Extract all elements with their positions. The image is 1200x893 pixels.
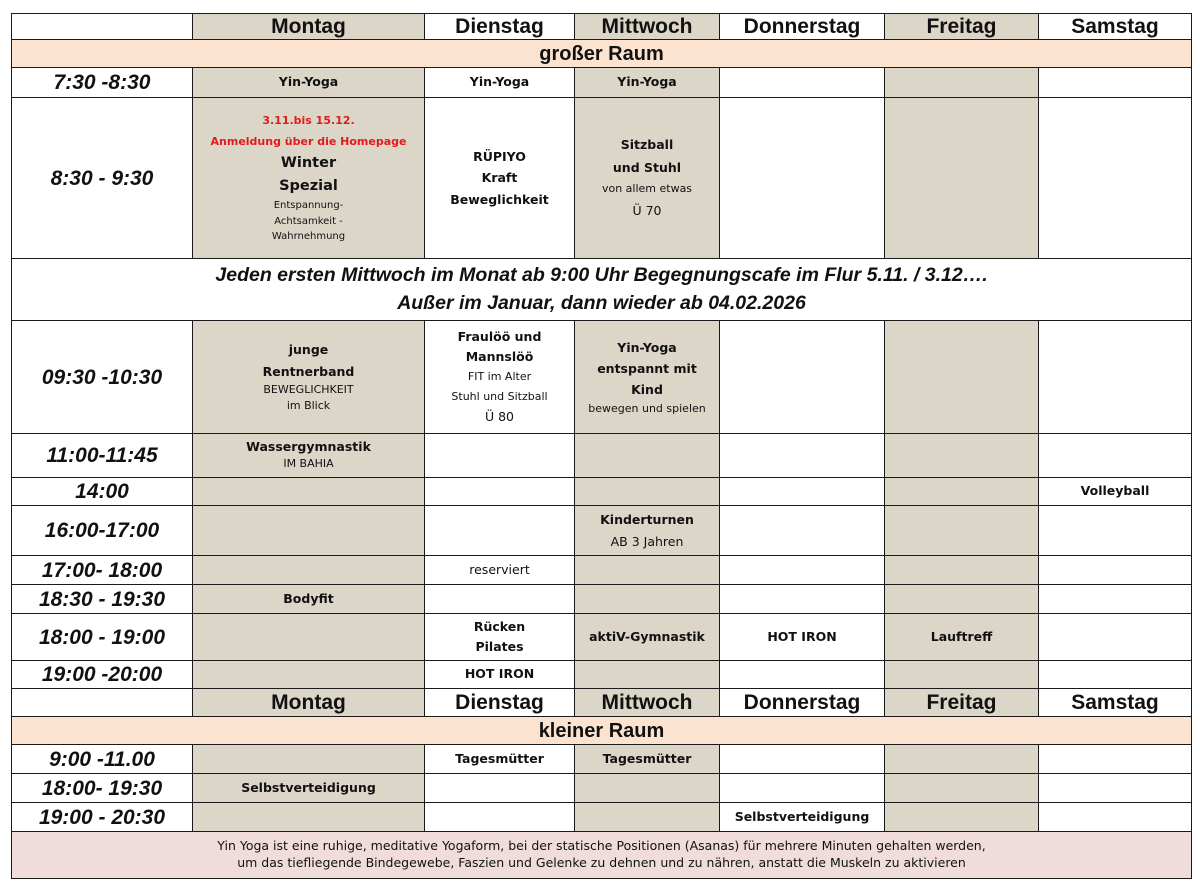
day-header-freitag: Freitag	[885, 689, 1039, 717]
schedule-row	[12, 774, 1192, 803]
empty-cell	[193, 614, 425, 661]
time-slot: 18:00 - 19:00	[12, 614, 193, 661]
announcement-line: Außer im Januar, dann wieder ab 04.02.2026	[397, 291, 806, 314]
empty-cell	[1039, 556, 1192, 585]
empty-cell	[575, 661, 720, 689]
room-row-large	[12, 40, 1192, 68]
class-cell-winter-spezial	[193, 98, 425, 259]
time-slot: 14:00	[12, 478, 193, 506]
class-cell-pilates	[425, 614, 575, 661]
empty-cell	[885, 774, 1039, 803]
empty-cell	[720, 434, 885, 478]
time-slot: 7:30 -8:30	[12, 68, 193, 98]
class-desc: BEWEGLICHKEIT	[263, 382, 354, 396]
empty-cell	[720, 745, 885, 774]
day-header-donnerstag: Donnerstag	[720, 14, 885, 40]
room-title-large: großer Raum	[12, 40, 1192, 68]
yin-yoga-footnote	[12, 832, 1192, 879]
empty-cell	[575, 774, 720, 803]
empty-cell	[425, 774, 575, 803]
footnote-line: Yin Yoga ist eine ruhige, meditative Yogaform, bei der statische Positionen (Asanas) für mehrere Minuten gehalten werden,	[217, 838, 986, 854]
day-header-row	[12, 689, 1192, 717]
class-cell-rentnerband	[193, 321, 425, 434]
time-slot: 11:00-11:45	[12, 434, 193, 478]
empty-cell	[720, 556, 885, 585]
class-desc: im Blick	[286, 399, 331, 413]
schedule-row	[12, 803, 1192, 832]
schedule-row	[12, 661, 1192, 689]
empty-cell	[885, 745, 1039, 774]
day-header-freitag: Freitag	[885, 14, 1039, 40]
class-desc: Stuhl und Sitzball	[451, 390, 548, 403]
schedule-row	[12, 68, 1192, 98]
empty-cell	[720, 478, 885, 506]
room-title-small: kleiner Raum	[12, 717, 1192, 745]
day-header-row	[12, 14, 1192, 40]
class-note: 3.11.bis 15.12.	[262, 114, 355, 128]
class-cell: reserviert	[425, 556, 575, 585]
empty-cell	[193, 661, 425, 689]
empty-cell	[720, 321, 885, 434]
time-slot: 17:00- 18:00	[12, 556, 193, 585]
class-desc: bewegen und spielen	[588, 401, 706, 415]
class-cell-yin-yoga-kind	[575, 321, 720, 434]
class-title: Winter	[280, 154, 337, 171]
day-header-samstag: Samstag	[1039, 14, 1192, 40]
empty-cell	[720, 68, 885, 98]
class-title: Sitzball	[620, 137, 674, 153]
time-slot: 9:00 -11.00	[12, 745, 193, 774]
empty-cell	[575, 803, 720, 832]
empty-cell	[885, 478, 1039, 506]
empty-cell	[1039, 68, 1192, 98]
empty-cell	[575, 434, 720, 478]
empty-cell	[1039, 745, 1192, 774]
empty-cell	[1039, 434, 1192, 478]
empty-cell	[885, 434, 1039, 478]
day-header-dienstag: Dienstag	[425, 14, 575, 40]
empty-cell	[885, 321, 1039, 434]
class-cell: Yin-Yoga	[425, 68, 575, 98]
header-corner	[12, 14, 193, 40]
class-cell-fraulooe	[425, 321, 575, 434]
class-title: Rentnerband	[262, 363, 355, 379]
class-cell: Yin-Yoga	[575, 68, 720, 98]
empty-cell	[193, 556, 425, 585]
class-title: und Stuhl	[612, 159, 682, 175]
empty-cell	[720, 506, 885, 556]
class-cell: Tagesmütter	[575, 745, 720, 774]
day-header-montag: Montag	[193, 689, 425, 717]
class-code: Ü 70	[632, 203, 662, 219]
header-corner	[12, 689, 193, 717]
empty-cell	[885, 556, 1039, 585]
class-code: Ü 80	[484, 408, 515, 424]
empty-cell	[885, 506, 1039, 556]
class-title: Kinderturnen	[600, 512, 694, 528]
empty-cell	[193, 803, 425, 832]
class-title: entspannt mit	[597, 361, 697, 377]
announcement-line: Jeden ersten Mittwoch im Monat ab 9:00 Uhr Begegnungscafe im Flur 5.11. / 3.12….	[215, 264, 988, 287]
empty-cell	[885, 803, 1039, 832]
time-slot: 09:30 -10:30	[12, 321, 193, 434]
time-slot: 19:00 -20:00	[12, 661, 193, 689]
class-desc: Entspannung-	[273, 200, 344, 212]
class-cell: HOT IRON	[425, 661, 575, 689]
class-title: Spezial	[279, 178, 338, 195]
empty-cell	[1039, 774, 1192, 803]
empty-cell	[425, 434, 575, 478]
class-cell: Volleyball	[1039, 478, 1192, 506]
class-desc: AB 3 Jahren	[610, 533, 684, 549]
class-desc: FIT im Alter	[467, 370, 532, 384]
day-header-mittwoch: Mittwoch	[575, 14, 720, 40]
class-desc: von allem etwas	[601, 182, 693, 196]
empty-cell	[425, 506, 575, 556]
empty-cell	[1039, 98, 1192, 259]
class-title: Fraulöö und	[457, 329, 542, 345]
empty-cell	[575, 478, 720, 506]
empty-cell	[1039, 585, 1192, 614]
schedule-row	[12, 745, 1192, 774]
class-cell-wassergymnastik	[193, 434, 425, 478]
class-title: junge	[288, 342, 329, 358]
empty-cell	[575, 556, 720, 585]
schedule-row	[12, 434, 1192, 478]
day-header-dienstag: Dienstag	[425, 689, 575, 717]
day-header-donnerstag: Donnerstag	[720, 689, 885, 717]
class-title: Wassergymnastik	[246, 438, 371, 454]
empty-cell	[1039, 661, 1192, 689]
empty-cell	[720, 661, 885, 689]
schedule-row	[12, 321, 1192, 434]
empty-cell	[193, 745, 425, 774]
class-cell-kinderturnen	[575, 506, 720, 556]
empty-cell	[1039, 321, 1192, 434]
schedule-row	[12, 585, 1192, 614]
empty-cell	[193, 478, 425, 506]
schedule-row	[12, 506, 1192, 556]
empty-cell	[720, 774, 885, 803]
empty-cell	[575, 585, 720, 614]
time-slot: 8:30 - 9:30	[12, 98, 193, 259]
class-title: Kind	[631, 382, 663, 398]
day-header-samstag: Samstag	[1039, 689, 1192, 717]
class-cell-ruepiyo	[425, 98, 575, 259]
empty-cell	[720, 585, 885, 614]
announcement-banner	[12, 259, 1192, 321]
class-desc: IM BAHIA	[283, 456, 334, 470]
empty-cell	[425, 478, 575, 506]
schedule-table	[11, 13, 1192, 879]
time-slot: 19:00 - 20:30	[12, 803, 193, 832]
class-cell: Selbstverteidigung	[720, 803, 885, 832]
class-cell: HOT IRON	[720, 614, 885, 661]
empty-cell	[885, 661, 1039, 689]
empty-cell	[885, 585, 1039, 614]
empty-cell	[193, 506, 425, 556]
class-desc: Achtsamkeit -	[274, 215, 343, 227]
class-title: Rücken	[473, 619, 526, 634]
class-cell: aktiV-Gymnastik	[575, 614, 720, 661]
class-title: Yin-Yoga	[617, 339, 677, 355]
class-cell: Lauftreff	[885, 614, 1039, 661]
class-title: Pilates	[475, 639, 524, 654]
day-header-mittwoch: Mittwoch	[575, 689, 720, 717]
schedule-row	[12, 556, 1192, 585]
class-cell: Bodyfit	[193, 585, 425, 614]
class-title: Kraft	[481, 170, 518, 186]
time-slot: 18:30 - 19:30	[12, 585, 193, 614]
class-cell: Tagesmütter	[425, 745, 575, 774]
empty-cell	[1039, 803, 1192, 832]
announcement-row	[12, 259, 1192, 321]
class-cell-sitzball	[575, 98, 720, 259]
room-row-small	[12, 717, 1192, 745]
class-desc: Wahrnehmung	[271, 231, 346, 243]
empty-cell	[885, 98, 1039, 259]
class-title: Mannslöö	[465, 349, 534, 365]
time-slot: 16:00-17:00	[12, 506, 193, 556]
class-title: RÜPIYO	[473, 149, 526, 165]
footer-row	[12, 832, 1192, 879]
empty-cell	[1039, 614, 1192, 661]
schedule-row	[12, 614, 1192, 661]
empty-cell	[720, 98, 885, 259]
time-slot: 18:00- 19:30	[12, 774, 193, 803]
schedule-row	[12, 478, 1192, 506]
class-cell: Yin-Yoga	[193, 68, 425, 98]
class-title: Beweglichkeit	[450, 191, 549, 207]
empty-cell	[1039, 506, 1192, 556]
day-header-montag: Montag	[193, 14, 425, 40]
class-cell: Selbstverteidigung	[193, 774, 425, 803]
footnote-line: um das tiefliegende Bindegewebe, Faszien und Gelenke zu dehnen und zu nähren, anstatt die Muskeln zu aktivieren	[237, 855, 966, 870]
class-note: Anmeldung über die Homepage	[210, 134, 407, 148]
empty-cell	[425, 585, 575, 614]
empty-cell	[425, 803, 575, 832]
schedule-row	[12, 98, 1192, 259]
empty-cell	[885, 68, 1039, 98]
